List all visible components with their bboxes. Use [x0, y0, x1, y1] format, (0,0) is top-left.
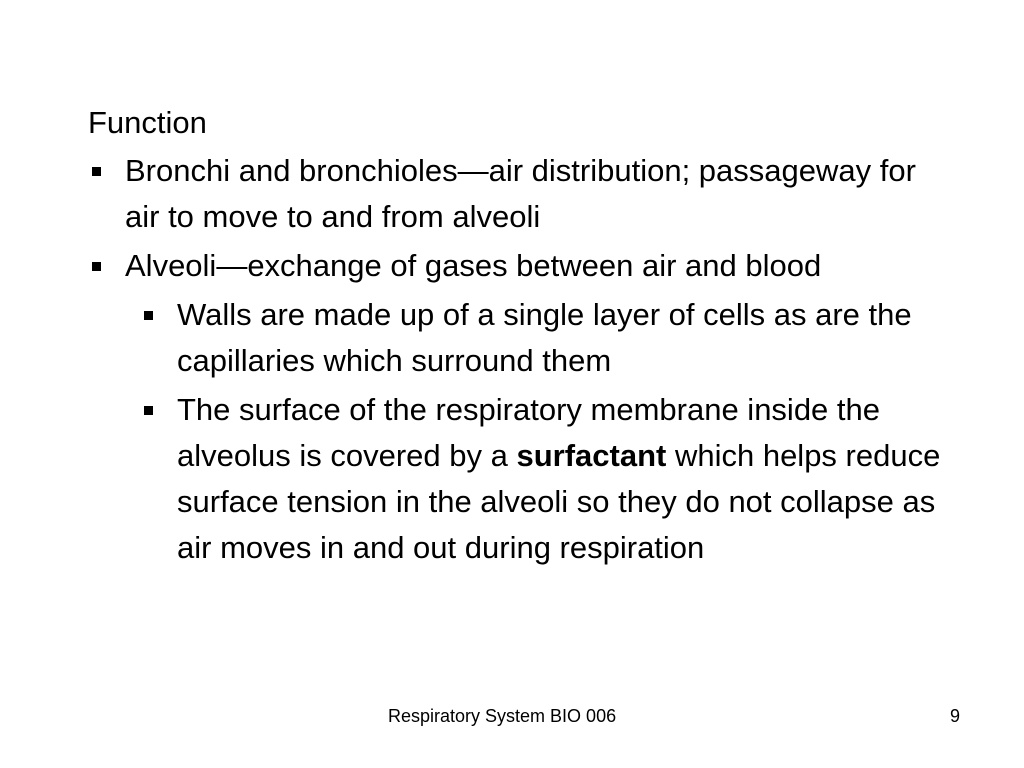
footer-title: Respiratory System BIO 006 — [388, 706, 617, 726]
slide-heading: Function — [88, 105, 207, 140]
bullet-text: Alveoli—exchange of gases between air and blood — [125, 248, 822, 283]
page-number: 9 — [950, 706, 961, 726]
bullet-text: Bronchi and bronchioles—air distribution; passageway for air to move to and from alveoli — [125, 153, 916, 234]
sub-bullet-text-end: which helps reduce surface tension in the alveoli so they do not collapse as air moves in and out during respiration — [177, 438, 941, 565]
sub-bullet-text: Walls are made up of a single layer of cells as are the capillaries which surround them — [177, 297, 912, 378]
sub-bullet-text — [177, 387, 948, 571]
sub-bullet-item — [88, 292, 948, 384]
slide-content — [88, 100, 948, 574]
sub-bullet-item — [88, 387, 948, 571]
square-bullet-icon — [92, 262, 101, 271]
square-bullet-icon — [92, 167, 101, 176]
bold-term-surfactant: surfactant — [516, 438, 667, 473]
bullet-item — [88, 148, 948, 240]
square-bullet-icon — [144, 311, 153, 320]
square-bullet-icon — [144, 406, 153, 415]
bullet-item — [88, 243, 948, 289]
sub-bullet-text-start: The surface of the respiratory membrane inside the alveolus is covered by a — [177, 392, 881, 473]
